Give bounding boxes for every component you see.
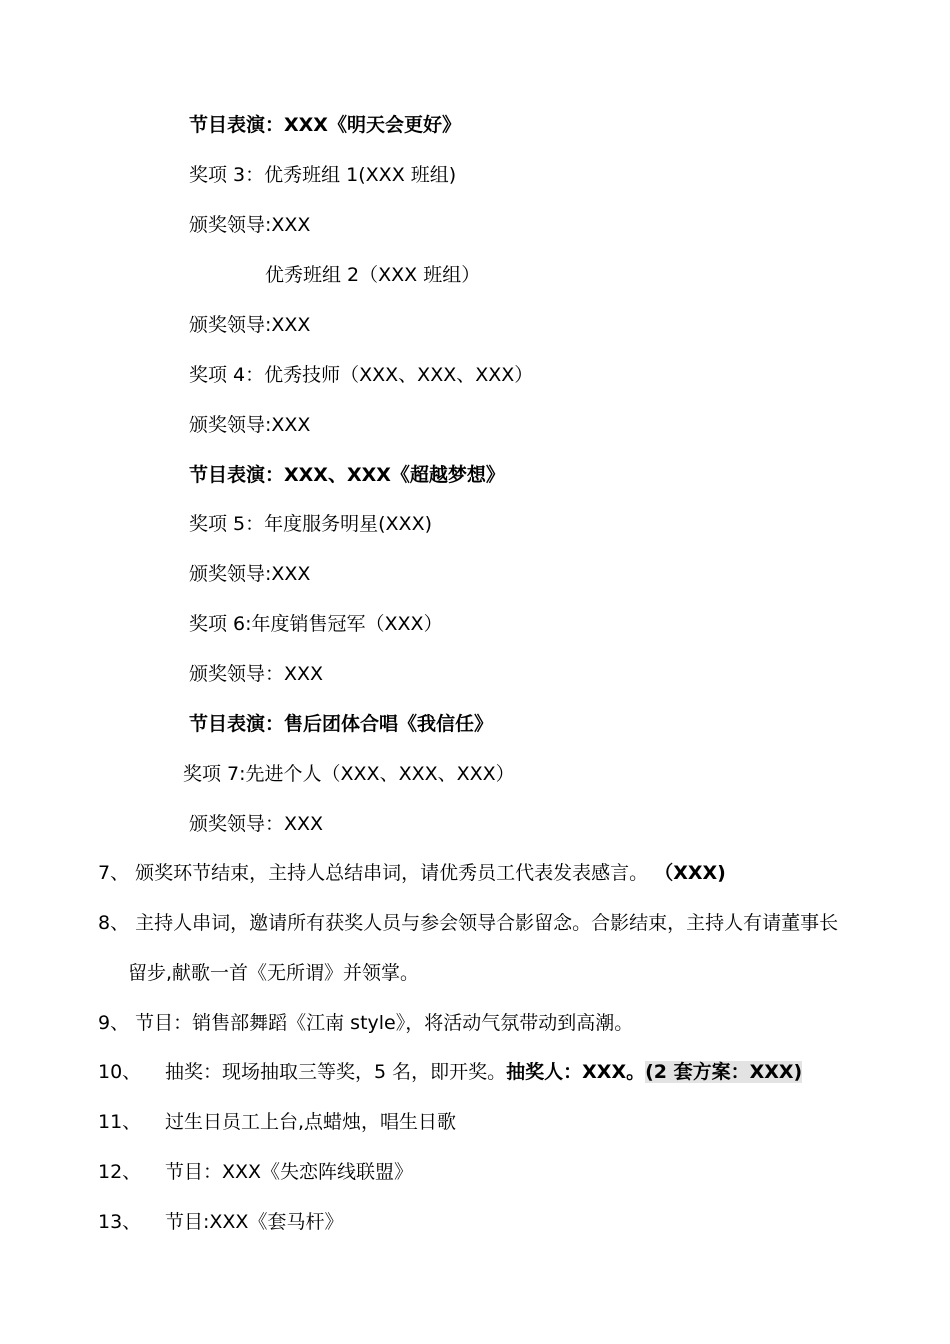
- list-item-bold: 抽奖人：XXX。: [506, 1061, 646, 1083]
- list-item-7: [98, 860, 726, 886]
- list-item-8-line-2: 留步,献歌一首《无所谓》并领掌。: [128, 962, 420, 984]
- award-item-3: 奖项 3：优秀班组 1(XXX 班组): [189, 164, 457, 186]
- presenter-line: 颁奖领导:XXX: [189, 214, 311, 236]
- list-item-text: 过生日员工上台,点蜡烛，唱生日歌: [165, 1111, 457, 1133]
- award-item-6: 奖项 6:年度销售冠军（XXX）: [189, 613, 443, 635]
- presenter-line: 颁奖领导:XXX: [189, 314, 311, 336]
- list-item-text: 7、 颁奖环节结束，主持人总结串词，请优秀员工代表发表感言。: [98, 862, 649, 884]
- list-item-9: 9、 节目：销售部舞蹈《江南 style》，将活动气氛带动到高潮。: [98, 1012, 634, 1034]
- list-number: 10、: [98, 1061, 142, 1083]
- award-item-7: 奖项 7:先进个人（XXX、XXX、XXX）: [183, 763, 515, 785]
- list-number: 11、: [98, 1111, 142, 1133]
- list-item-content: [165, 1059, 802, 1085]
- list-item-8-line-1: 8、 主持人串词，邀请所有获奖人员与参会领导合影留念。合影结束，主持人有请董事长: [98, 912, 839, 934]
- list-item-text: 节目：XXX《失恋阵线联盟》: [165, 1161, 414, 1183]
- presenter-line: 颁奖领导：XXX: [189, 663, 324, 685]
- award-item-4: 奖项 4：优秀技师（XXX、XXX、XXX）: [189, 364, 534, 386]
- program-performance-line: 节目表演：售后团体合唱《我信任》: [189, 713, 494, 735]
- highlighted-note: (2 套方案：XXX): [645, 1061, 803, 1083]
- program-performance-line: 节目表演：XXX《明天会更好》: [189, 114, 461, 136]
- list-item-text: 节目:XXX《套马杆》: [165, 1211, 344, 1233]
- presenter-line: 颁奖领导:XXX: [189, 414, 311, 436]
- list-item-text: 抽奖：现场抽取三等奖，5 名，即开奖。: [165, 1061, 507, 1083]
- presenter-line: 颁奖领导:XXX: [189, 563, 311, 585]
- program-performance-line: 节目表演：XXX、XXX《超越梦想》: [189, 464, 505, 486]
- list-item-bold: （XXX): [654, 862, 726, 884]
- award-item-5: 奖项 5：年度服务明星(XXX): [189, 513, 433, 535]
- list-number: 12、: [98, 1161, 142, 1183]
- list-number: 13、: [98, 1211, 142, 1233]
- award-item-3-sub: 优秀班组 2（XXX 班组）: [265, 264, 481, 286]
- presenter-line: 颁奖领导：XXX: [189, 813, 324, 835]
